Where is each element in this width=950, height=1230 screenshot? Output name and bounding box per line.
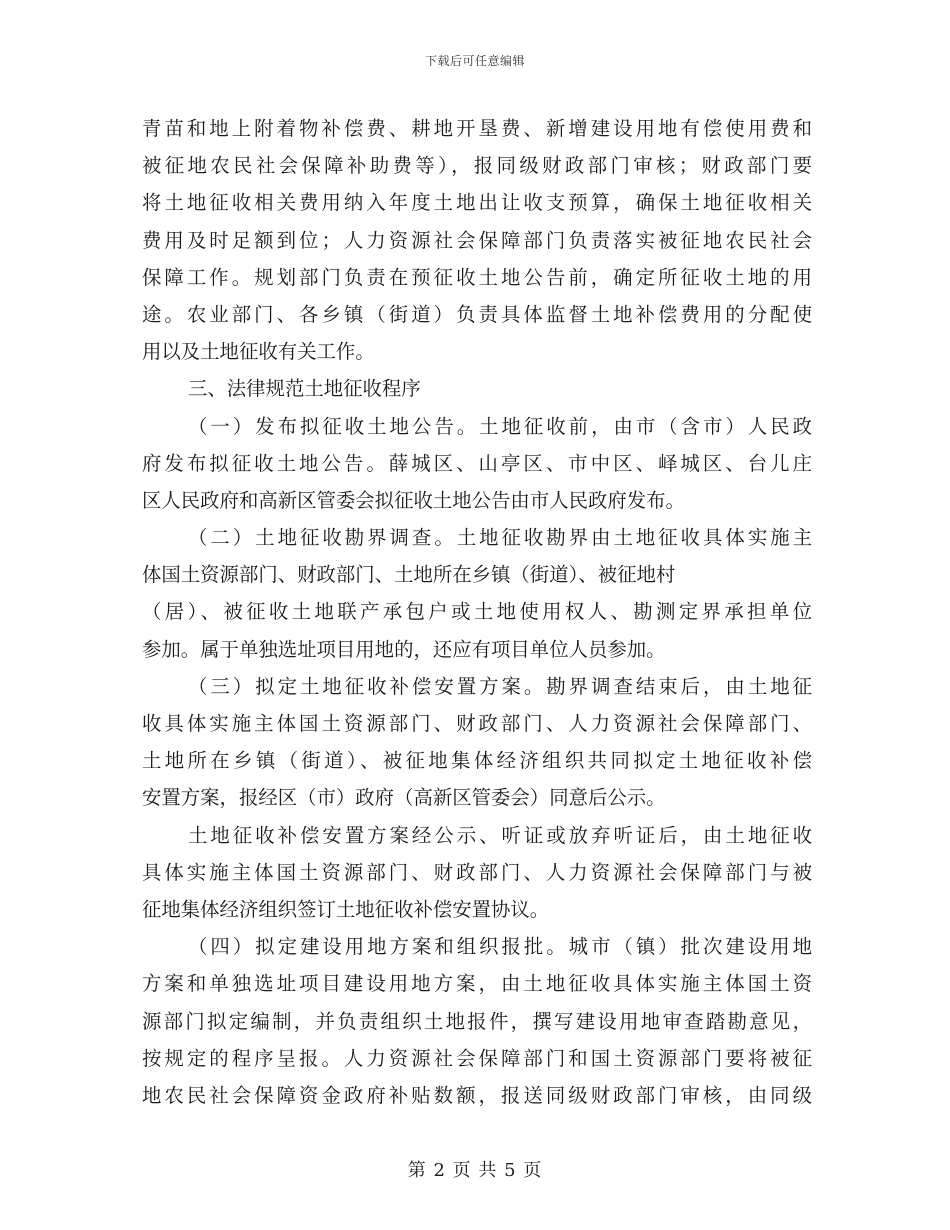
text-line: 土地所在乡镇（街道）、被征地集体经济组织共同拟定土地征收补偿 xyxy=(142,749,812,773)
text-line: 土地征收补偿安置方案经公示、听证或放弃听证后，由土地征收 xyxy=(188,823,812,847)
text-line: 途。农业部门、各乡镇（街道）负责具体监督土地补偿费用的分配使 xyxy=(142,302,812,326)
text-line: （四）拟定建设用地方案和组织报批。城市（镇）批次建设用地 xyxy=(188,935,812,959)
text-line: 费用及时足额到位；人力资源社会保障部门负责落实被征地农民社会 xyxy=(142,228,812,252)
text-line: （居）、被征收土地联产承包户或土地使用权人、勘测定界承担单位 xyxy=(142,600,812,624)
text-line: 区人民政府和高新区管委会拟征收土地公告由市人民政府发布。 xyxy=(142,488,685,512)
text-line: （三）拟定土地征收补偿安置方案。勘界调查结束后，由土地征 xyxy=(188,674,812,698)
text-line: 征地集体经济组织签订土地征收补偿安置协议。 xyxy=(142,897,550,921)
text-line: 青苗和地上附着物补偿费、耕地开垦费、新增建设用地有偿使用费和 xyxy=(142,117,812,140)
text-line: 参加。属于单独选址项目用地的，还应有项目单位人员参加。 xyxy=(142,637,666,661)
page-number: 第 2 页 共 5 页 xyxy=(407,1160,543,1181)
text-line: 收具体实施主体国土资源部门、财政部门、人力资源社会保障部门、 xyxy=(142,712,812,735)
text-line: 被征地农民社会保障补助费等），报同级财政部门审核；财政部门要 xyxy=(142,154,812,178)
text-line: 体国土资源部门、财政部门、土地所在乡镇（街道）、被征地村 xyxy=(142,563,676,587)
text-line: 源部门拟定编制，并负责组织土地报件，撰写建设用地审查踏勘意见， xyxy=(142,1009,812,1033)
text-line: 按规定的程序呈报。人力资源社会保障部门和国土资源部门要将被征 xyxy=(142,1046,812,1070)
text-line: 府发布拟征收土地公告。薛城区、山亭区、市中区、峄城区、台儿庄 xyxy=(142,451,812,475)
section-heading: 三、法律规范土地征收程序 xyxy=(188,377,421,401)
text-line: 用以及土地征收有关工作。 xyxy=(142,340,375,364)
text-line: （二）土地征收勘界调查。土地征收勘界由土地征收具体实施主 xyxy=(188,526,812,550)
text-line: 保障工作。规划部门负责在预征收土地公告前，确定所征收土地的用 xyxy=(142,265,812,289)
text-line: 安置方案，报经区（市）政府（高新区管委会）同意后公示。 xyxy=(142,786,666,810)
text-line: 地农民社会保障资金政府补贴数额，报送同级财政部门审核，由同级 xyxy=(142,1083,812,1107)
text-line: 具体实施主体国土资源部门、财政部门、人力资源社会保障部门与被 xyxy=(142,860,812,884)
text-line: 方案和单独选址项目建设用地方案，由土地征收具体实施主体国土资 xyxy=(142,972,812,996)
text-line: （一）发布拟征收土地公告。土地征收前，由市（含市）人民政 xyxy=(188,414,812,438)
document-body xyxy=(142,110,812,1114)
page-header-note: 下载后可任意编辑 xyxy=(424,54,525,68)
text-line: 将土地征收相关费用纳入年度土地出让收支预算，确保土地征收相关 xyxy=(142,191,812,215)
